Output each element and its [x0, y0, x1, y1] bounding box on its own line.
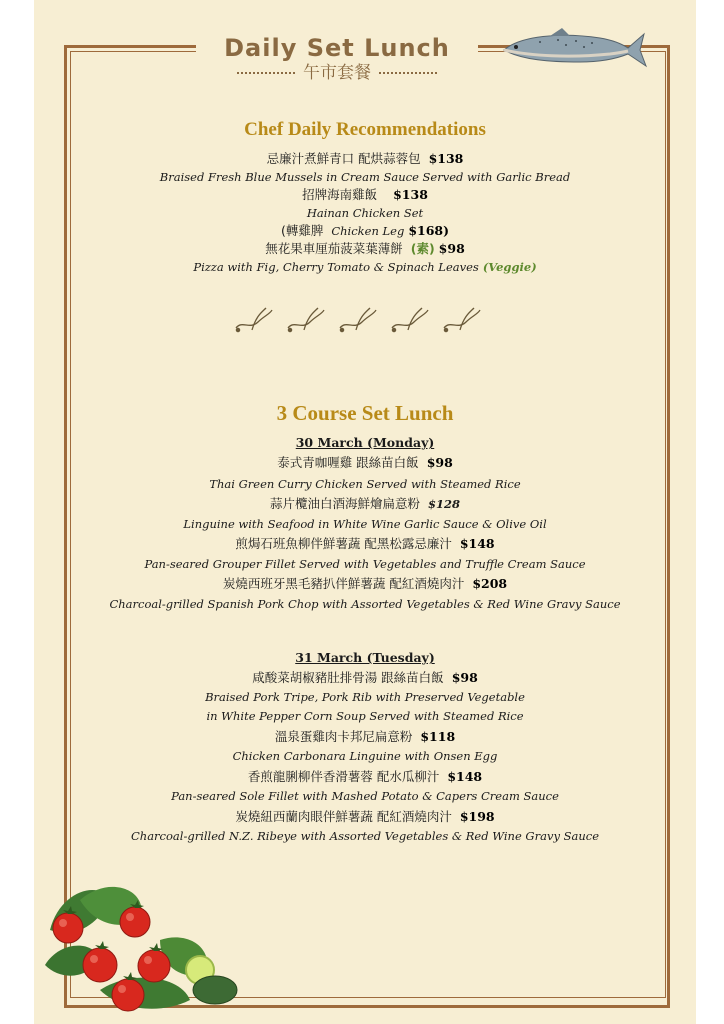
menu-item-en: Pizza with Fig, Cherry Tomato & Spinach Leaves (Veggie)	[193, 260, 537, 274]
menu-item-en: Charcoal-grilled Spanish Pork Chop with Assorted Vegetables & Red Wine Gravy Sauce	[109, 597, 621, 611]
day-block-monday	[34, 434, 696, 614]
item-price: $198	[459, 809, 495, 824]
day-block-tuesday	[34, 648, 696, 846]
section-title-chef: Chef Daily Recommendations	[244, 119, 486, 140]
day-date: 31 March (Tuesday)	[295, 650, 435, 665]
menu-title-chinese: 午市套餐	[303, 63, 371, 83]
dotted-divider-left	[237, 72, 295, 74]
menu-item-en: Pan-seared Sole Fillet with Mashed Potato & Capers Cream Sauce	[171, 789, 559, 803]
item-price: $138	[428, 151, 464, 166]
course-set-lunch-section	[34, 400, 696, 846]
menu-item-en: Chicken Carbonara Linguine with Onsen Egg	[232, 749, 498, 763]
menu-title: Daily Set Lunch	[224, 34, 450, 62]
item-price: $208	[472, 576, 508, 591]
menu-item-en: Braised Pork Tripe, Pork Rib with Preserved Vegetable	[205, 690, 525, 704]
ornament-swirl-icon	[232, 306, 492, 338]
item-price: $98	[438, 241, 465, 256]
item-price: $128	[428, 497, 461, 511]
menu-item-zh: 溫泉蛋雞肉卡邦尼扁意粉 $118	[274, 729, 456, 744]
item-price: $148	[459, 536, 495, 551]
item-price: $98	[451, 670, 478, 685]
item-price: $168)	[408, 223, 450, 238]
menu-item-zh: 忌廉汁煮鮮青口 配烘蒜蓉包 $138	[266, 151, 464, 166]
menu-item-en: Pan-seared Grouper Fillet Served with Vegetables and Truffle Cream Sauce	[144, 557, 586, 571]
menu-item-zh: 無花果車厘茄菠菜葉薄餅 (素) $98	[265, 241, 465, 256]
menu-item-en: in White Pepper Corn Soup Served with Steamed Rice	[206, 709, 524, 723]
item-price: $118	[420, 729, 456, 744]
menu-subtitle-row	[196, 62, 478, 84]
day-date: 30 March (Monday)	[295, 435, 435, 450]
dotted-divider-right	[379, 72, 437, 74]
item-price: $98	[426, 455, 453, 470]
menu-item-zh: 咸酸菜胡椒豬肚排骨湯 跟絲苗白飯 $98	[252, 670, 478, 685]
item-price: $138	[393, 187, 428, 202]
menu-item-en: Thai Green Curry Chicken Served with Steamed Rice	[209, 477, 521, 491]
menu-item-zh: 煎焗石班魚柳伴鮮薯蔬 配黑松露忌廉汁 $148	[235, 536, 495, 551]
veggie-tag-zh: (素)	[410, 241, 435, 256]
tomato-vegetable-icon	[40, 880, 240, 1015]
menu-item-upgrade: (轉雞脾 Chicken Leg $168)	[280, 223, 450, 238]
chef-recommendations-section	[34, 118, 696, 276]
menu-item-zh: 炭燒西班牙黑毛豬扒伴鮮薯蔬 配紅酒燒肉汁 $208	[222, 576, 508, 591]
menu-item-zh: 炭燒紐西蘭肉眼伴鮮薯蔬 配紅酒燒肉汁 $198	[235, 809, 495, 824]
menu-item-en: Hainan Chicken Set	[306, 206, 424, 220]
fish-icon	[500, 26, 650, 70]
menu-item-zh: 蒜片欖油白酒海鮮燴扁意粉 $128	[269, 496, 461, 511]
menu-item-en: Linguine with Seafood in White Wine Garlic Sauce & Olive Oil	[183, 517, 547, 531]
item-price: $148	[447, 769, 483, 784]
menu-item-zh: 泰式青咖喱雞 跟絲苗白飯 $98	[277, 455, 453, 470]
menu-item-en: Braised Fresh Blue Mussels in Cream Sauce Served with Garlic Bread	[159, 170, 571, 184]
menu-item-en: Charcoal-grilled N.Z. Ribeye with Assorted Vegetables & Red Wine Gravy Sauce	[131, 829, 599, 843]
menu-item-zh: 香煎龍脷柳伴香滑薯蓉 配水瓜柳汁 $148	[247, 769, 483, 784]
menu-header	[196, 28, 478, 86]
section-title-course: 3 Course Set Lunch	[276, 401, 454, 425]
menu-item-zh: 招牌海南雞飯 $138	[302, 187, 428, 202]
veggie-tag-en: (Veggie)	[482, 260, 537, 274]
